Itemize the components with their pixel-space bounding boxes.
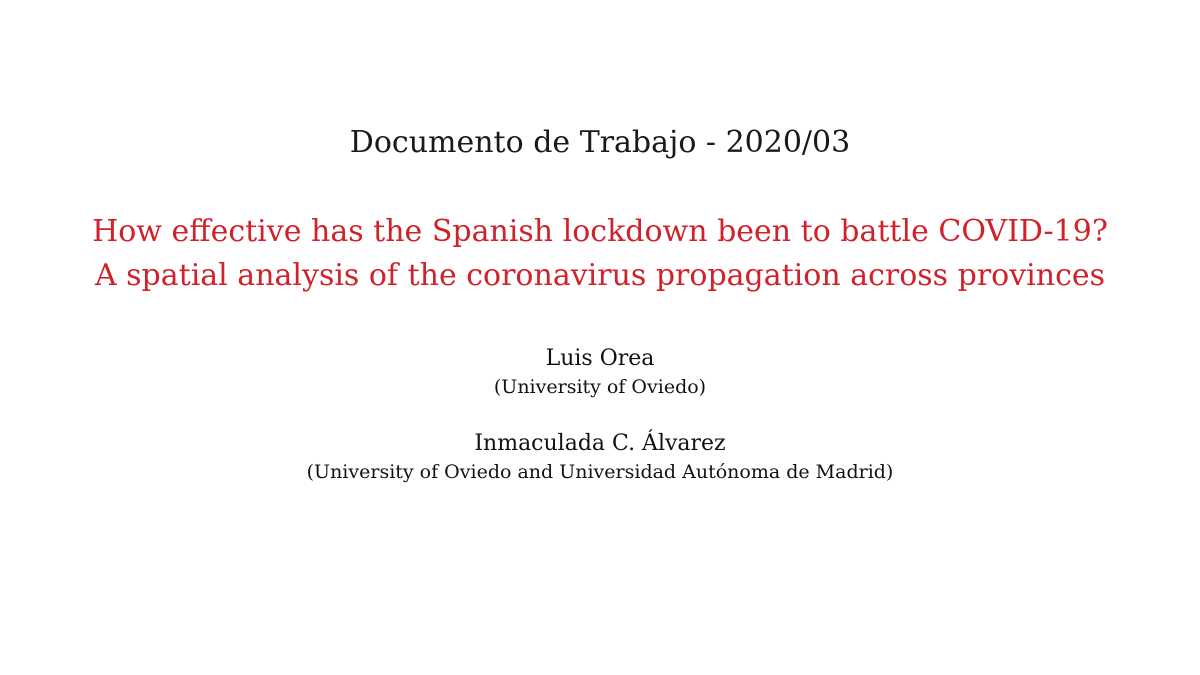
paper-title-line-2: A spatial analysis of the coronavirus propagation across provinces: [94, 258, 1106, 293]
author-name-2: Inmaculada C. Álvarez: [474, 431, 726, 456]
working-paper-label: Documento de Trabajo - 2020/03: [349, 125, 851, 160]
author-name-1: Luis Orea: [545, 346, 655, 371]
paper-title: [0, 210, 1200, 298]
author-affiliation-1: (University of Oviedo): [493, 376, 707, 398]
author-affiliation-2: (University of Oviedo and Universidad Autónoma de Madrid): [306, 461, 894, 483]
paper-title-line-1: How effective has the Spanish lockdown been to battle COVID-19?: [92, 214, 1108, 249]
